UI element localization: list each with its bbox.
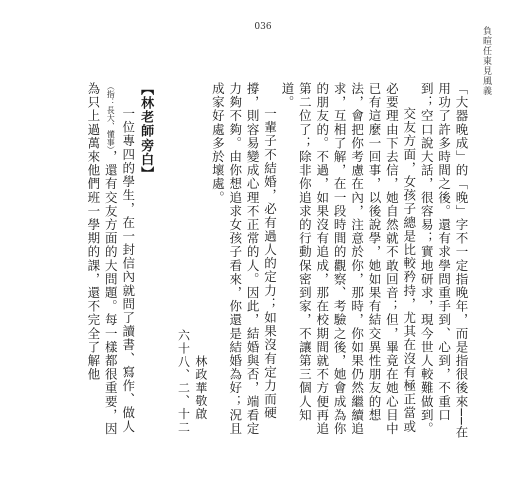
letter-date: 六十八、二、十二 <box>176 329 191 434</box>
paragraph-1: 「大器晚成」的「晚」字不一定指晚年，而是指很後來──在用功了許多時間之後。還有求學問重手到、心到，不重口到；空口說大話，很容易；實地研求，現今世人較難做到。 <box>419 82 469 440</box>
signature: 林政華敬啟 <box>193 354 208 420</box>
paragraph-4-text-b: ，還有交友方面的大問題。每一樣都很重要，因為只上過萬來他們班一學期的課，還不完全了解他 <box>85 82 119 436</box>
vertical-text-block <box>85 82 470 440</box>
page-number: 036 <box>254 22 272 32</box>
paragraph-4-inline-note: （指：長大、懂事） <box>106 82 116 150</box>
paragraph-4 <box>84 82 136 440</box>
paragraph-3: 一輩子不結婚，必有過人的定力；如果沒有定力而硬撐，則容易變成心理不正常的人。因此，結婚與否，端看定力夠不夠。由你想追求女孩子看來，你還是結婚為好；況且成家好處多於壞處。 <box>210 82 278 436</box>
running-head: 負暄任東見風義 <box>481 26 491 96</box>
paragraph-4-text-a: 一位專四的學生，在一封信內就問了讀書、寫作、做人 <box>120 107 136 434</box>
section-gap <box>154 82 174 83</box>
paragraph-2: 交友方面，女孩子總是比較矜持，尤其在沒有極正當或必要理由下去信，她自然就不敢回音；但，畢竟在她心目中已有這麼一回事，以後說學，她如果有結交異性朋友的想法，會把你考慮在內，注意於你，那時，你如果仍然繼續追求，互相了解，在一段時間的觀察、考驗之後，她會成為你的朋友的。不過，如果沒有追成，那在校期間就不方便再追第二位了；除非你追求的行動保密到家，不讓第三個人知道。 <box>279 82 417 436</box>
section-heading: 【林老師旁白】 <box>138 82 154 181</box>
